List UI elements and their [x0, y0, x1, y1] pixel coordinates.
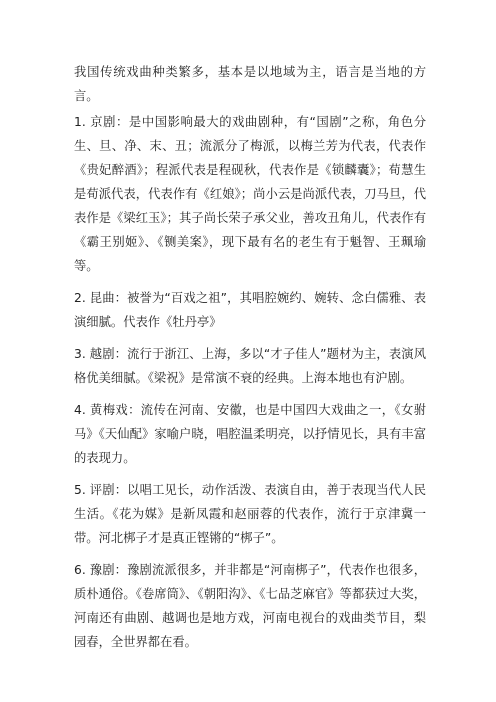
item-huangmeixi: 4. 黄梅戏：流传在河南、安徽，也是中国四大戏曲之一，《女驸马》《天仙配》家喻户晓，唱腔温柔明亮，以抒情见长，具有丰富的表现力。 [74, 403, 426, 465]
item-pingju: 5. 评剧：以唱工见长，动作活泼、表演自由，善于表现当代人民生活。《花为媒》是新凤霞和赵丽蓉的代表作，流行于京津冀一带。河北梆子才是真正铿锵的“梆子”。 [74, 483, 426, 545]
document-body [74, 60, 426, 662]
item-yueju: 3. 越剧：流行于浙江、上海，多以“才子佳人”题材为主，表演风格优美细腻。《梁祝》是常演不衰的经典。上海本地也有沪剧。 [74, 347, 426, 385]
intro-paragraph: 我国传统戏曲种类繁多，基本是以地域为主，语言是当地的方言。 [74, 65, 426, 103]
item-kunqu: 2. 昆曲：被誉为“百戏之祖”，其唱腔婉约、婉转、念白儒雅、表演细腻。代表作《牡丹亭》 [74, 291, 426, 329]
item-jingju: 1. 京剧：是中国影响最大的戏曲剧种，有“国剧”之称，角色分生、旦、净、末、丑；流派分了梅派，以梅兰芳为代表，代表作《贵妃醉酒》；程派代表是程砚秋，代表作是《锁麟囊》；荀慧生是荀派代表，代表作有《红娘》；尚小云是尚派代表，刀马旦，代表作是《梁红玉》；其子尚长荣子承父业，善攻丑角儿，代表作有《霸王别姬》、《铡美案》，现下最有名的老生有于魁智、王珮瑜等。 [74, 115, 426, 273]
item-yuju: 6. 豫剧：豫剧流派很多，并非都是“河南梆子”，代表作也很多，质朴通俗。《卷席筒》、《朝阳沟》、《七品芝麻官》等都获过大奖，河南还有曲剧、越调也是地方戏，河南电视台的戏曲类节目，梨园春，全世界都在看。 [74, 563, 426, 649]
